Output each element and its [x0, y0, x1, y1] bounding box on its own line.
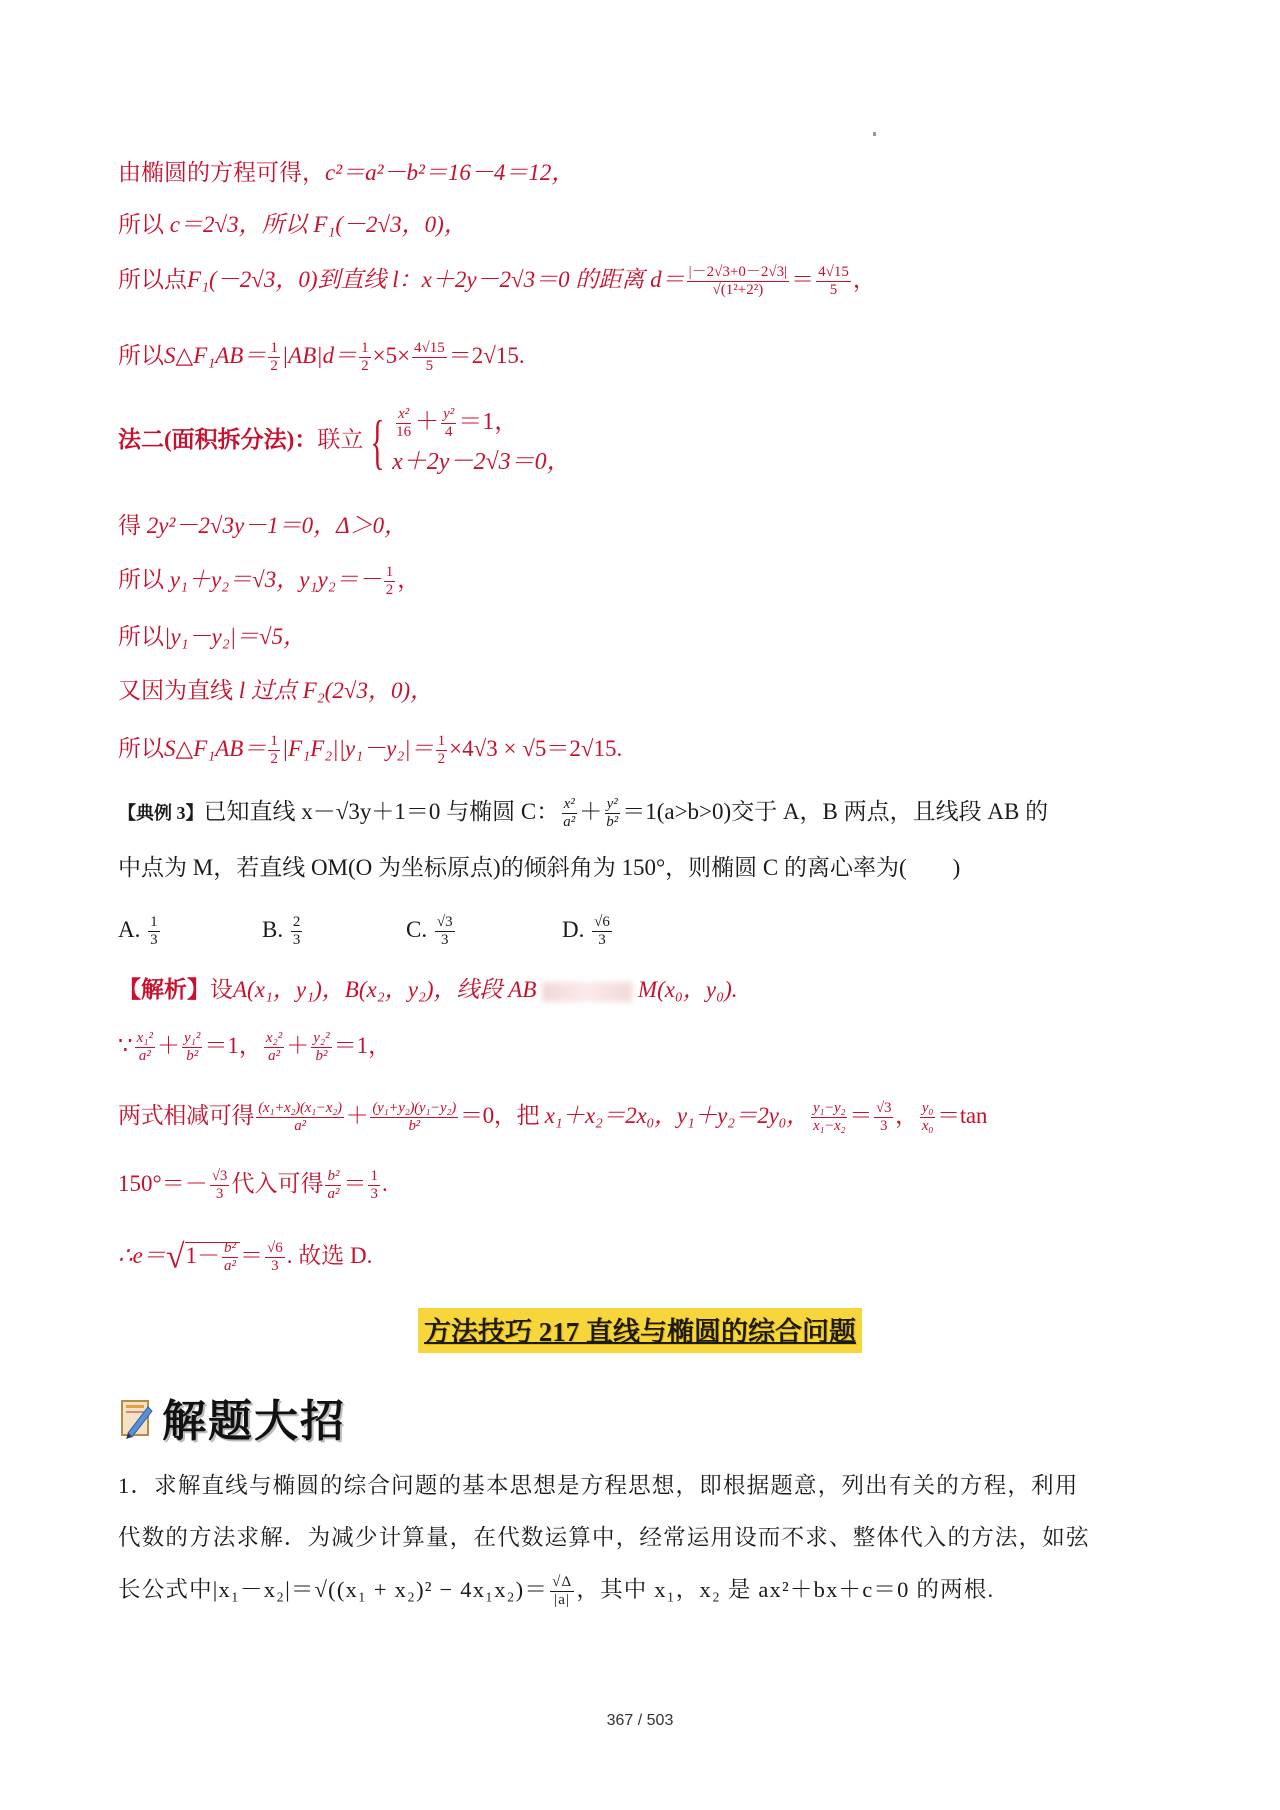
blurred-region — [542, 982, 632, 1002]
section-title: 方法技巧 217 直线与椭圆的综合问题 — [0, 1308, 1280, 1353]
solution-line-9: 又因为直线 l 过点 F₂(2√3，0)， — [118, 678, 434, 703]
analysis-line-2: ∵ $\frac{\text{x₁²}}{\text{a²}}$ ＋ $\frac{\text{y₁²}}{\text{b²}}$ ＝1， $\frac{\text{x₂²}}{\text{a²}}$ ＋ $\frac{\text{y₂²}}{\text{b²}}$ ＝1， — [118, 1030, 392, 1064]
solution-line-4: 所以S△F₁AB＝ $\frac{1}{2}$ |AB|d＝ $\frac{1}{2}$ ×5× $\frac{4√15}{5}$ ＝2√15. — [118, 340, 525, 374]
option-a: A. $\frac{1}{3}$ — [118, 914, 158, 948]
page-number: 367 / 503 — [606, 1712, 674, 1729]
analysis-tag: 【解析】 — [118, 977, 210, 1002]
scan-mark — [873, 132, 876, 136]
tips-heading: 解题大招 — [118, 1385, 346, 1449]
solution-line-2: 所以 c＝2√3，所以 F₁(－2√3，0)， — [118, 212, 467, 237]
solution-2-system: 法二(面积拆分法)：联立 { $\frac{\text{x²}}{16}$ ＋ $\frac{\text{y²}}{4}$ ＝1， x＋2y－2√3＝0， — [118, 400, 1180, 484]
distance-fraction: $\frac{|-2√3+0-2√3|}{\text{√(1²+2²)}}$ — [688, 264, 788, 298]
equation-system: $\frac{\text{x²}}{16}$ ＋ $\frac{\text{y²}}{4}$ ＝1， x＋2y－2√3＝0， — [392, 405, 571, 475]
analysis-line-5: ∴e＝√1－ $\frac{\text{b²}}{\text{a²}}$ ＝ $\frac{√6}{3}$ . 故选 D. — [118, 1238, 373, 1276]
option-b: B. $\frac{2}{3}$ — [262, 914, 301, 948]
solution-line-7: 所以 y₁＋y₂＝√3，y₁y₂＝－ $\frac{1}{2}$ ， — [118, 564, 421, 598]
book-icon — [118, 1393, 158, 1441]
method-2-label: 法二(面积拆分法)： — [118, 427, 318, 452]
solution-line-8: 所以|y₁－y₂|＝√5， — [118, 624, 307, 649]
option-c: C. $\frac{√3}{3}$ — [406, 914, 453, 948]
solution-line-3: 所以点F₁(－2√3，0)到直线 l：x＋2y－2√3＝0 的距离 d＝ $\frac{|-2√3+0-2√3|}{\text{√(1²+2²)}}$ ＝ $\frac{4√15}{5}$ ， — [118, 264, 876, 298]
option-d: D. $\frac{√6}{3}$ — [562, 914, 610, 948]
analysis-line-4: 150°＝－ $\frac{√3}{3}$ 代入可得 $\frac{\text{b²}}{\text{a²}}$ ＝ $\frac{1}{3}$ . — [118, 1168, 388, 1202]
analysis-line-1: 【解析】设A(x₁，y₁)，B(x₂，y₂)，线段 AB M(x₀，y₀). — [118, 977, 738, 1002]
tips-paragraph: 1．求解直线与椭圆的综合问题的基本思想是方程思想，即根据题意，列出有关的方程，利用 代数的方法求解．为减少计算量，在代数运算中，经常运用设而不求、整体代入的方法，如弦 长公式中|x₁－x₂|＝√((x₁ + x₂)² − 4x₁x₂)＝ $\frac{√\Delta}{|a|}$ ，其中 x₁，x₂ 是 ax²＋bx＋c＝0 的两根. — [118, 1473, 1090, 1609]
solution-line-6: 得 2y²－2√3y－1＝0，Δ＞0， — [118, 513, 408, 538]
solution-line-10: 所以S△F₁AB＝ $\frac{1}{2}$ |F₁F₂||y₁－y₂|＝ $\frac{1}{2}$ ×4√3 × √5＝2√15. — [118, 733, 623, 767]
analysis-line-3: 两式相减可得 $\frac{\text{(x₁+x₂)(x₁−x₂)}}{\text{a²}}$ ＋ $\frac{\text{(y₁+y₂)(y₁−y₂)}}{\text{b²}}$ ＝0，把 x₁＋x₂＝2x₀，y₁＋y₂＝2y₀， $\frac{\text{y₁−y₂}}{\text{x₁−x₂}}$ ＝ $\frac{√3}{3}$ ， $\frac{\text{y₀}}{\text{x₀}}$ ＝tan — [118, 1100, 988, 1134]
example-3-tag: 【典例 3】 — [118, 802, 204, 823]
example-3-question-line-1: 【典例 3】已知直线 x－√3y＋1＝0 与椭圆 C： $\frac{\text{x²}}{\text{a²}}$ ＋ $\frac{\text{y²}}{\text{b²}}$ ＝1(a>b>0)交于 A，B 两点，且线段 AB 的 — [118, 796, 1049, 830]
example-3-question-line-2: 中点为 M，若直线 OM(O 为坐标原点)的倾斜角为 150°，则椭圆 C 的离心率为( ) — [118, 855, 961, 880]
example-3-options — [118, 914, 1180, 949]
solution-line-1: 由椭圆的方程可得，c²＝a²－b²＝16－4＝12， — [118, 160, 575, 185]
